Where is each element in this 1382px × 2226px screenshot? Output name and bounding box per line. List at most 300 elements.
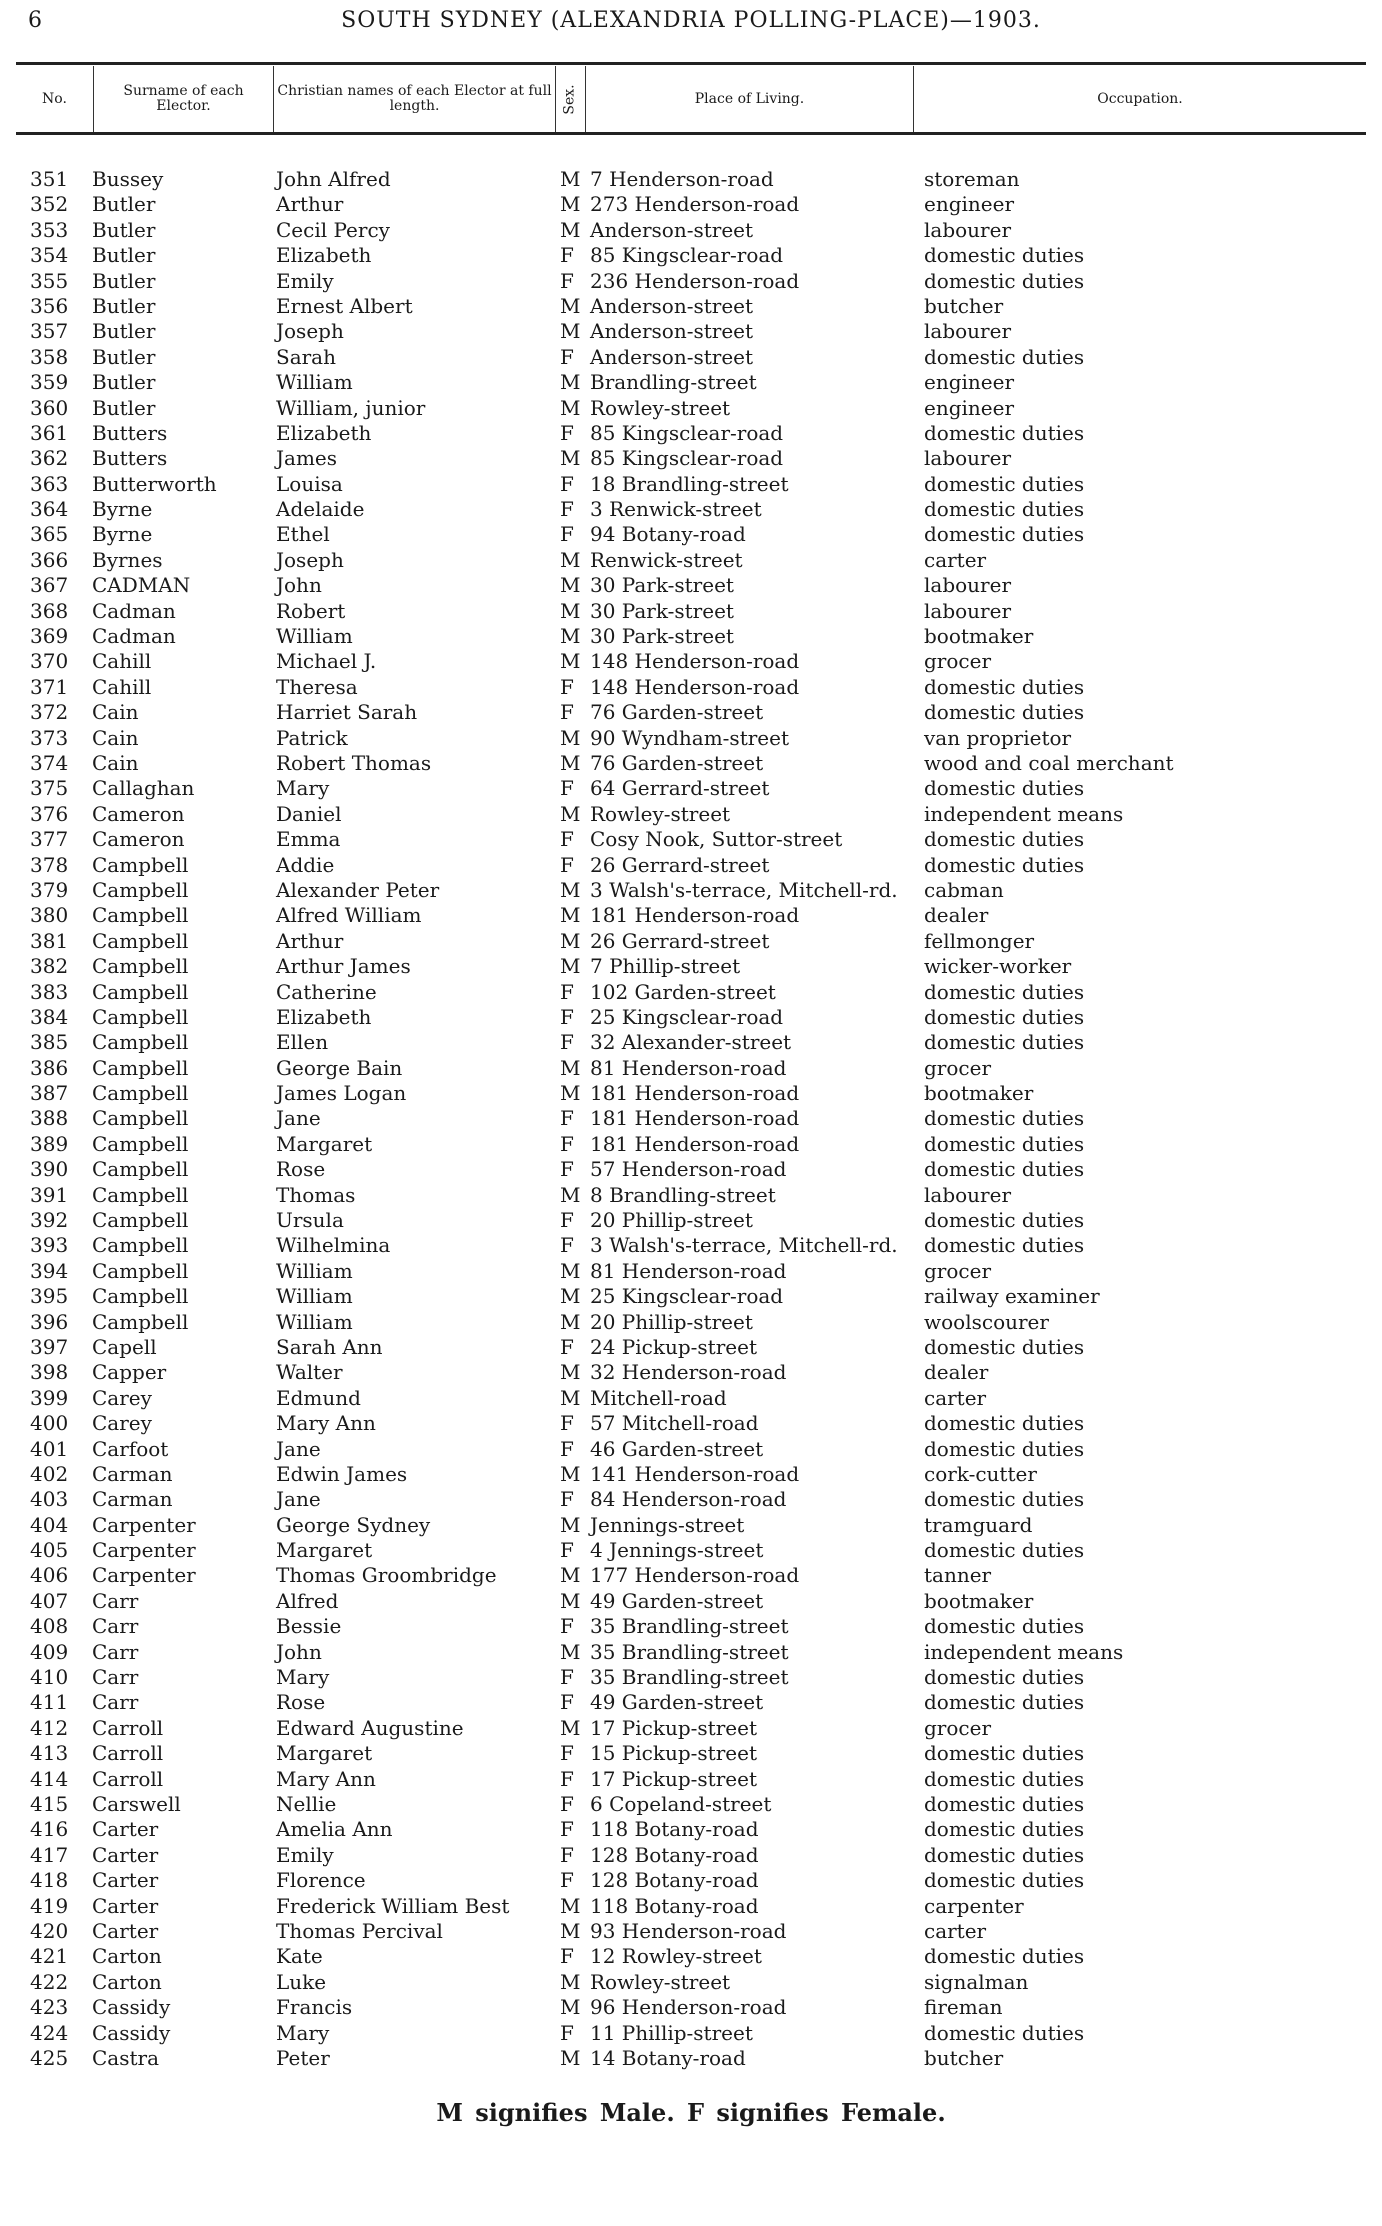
table-row [0, 675, 1382, 700]
elector-christian-names: Jane [276, 1487, 321, 1512]
elector-sex: M [560, 1461, 581, 1486]
elector-place: 118 Botany-road [590, 1893, 759, 1918]
elector-place: 25 Kingsclear-road [590, 1004, 784, 1029]
elector-occupation: domestic duties [924, 1944, 1085, 1969]
elector-christian-names: Kate [276, 1944, 323, 1969]
elector-occupation: wood and coal merchant [924, 750, 1174, 775]
elector-sex: F [560, 1817, 574, 1842]
elector-christian-names: Thomas Percival [276, 1918, 443, 1943]
elector-number: 402 [30, 1461, 69, 1486]
elector-surname: Butler [92, 293, 156, 318]
elector-christian-names: George Bain [276, 1055, 403, 1080]
elector-number: 364 [30, 497, 69, 522]
elector-surname: Campbell [92, 928, 189, 953]
elector-sex: M [560, 319, 581, 344]
elector-occupation: domestic duties [924, 1106, 1085, 1131]
elector-surname: Butler [92, 217, 156, 242]
table-row [0, 2046, 1382, 2071]
elector-sex: M [560, 370, 581, 395]
elector-sex: F [560, 1030, 574, 1055]
elector-surname: Carroll [92, 1741, 164, 1766]
elector-christian-names: Emma [276, 827, 341, 852]
page-title: SOUTH SYDNEY (ALEXANDRIA POLLING-PLACE)—1903. [341, 8, 1041, 33]
elector-christian-names: Rose [276, 1690, 326, 1715]
elector-number: 400 [30, 1411, 69, 1436]
elector-christian-names: Robert [276, 598, 346, 623]
table-row [0, 980, 1382, 1005]
table-row [0, 1513, 1382, 1538]
header-occupation: Occupation. [1097, 90, 1183, 107]
elector-number: 415 [30, 1792, 69, 1816]
elector-surname: Campbell [92, 1182, 189, 1207]
elector-occupation: independent means [924, 1639, 1124, 1664]
elector-place: 57 Henderson-road [590, 1157, 787, 1182]
elector-sex: F [560, 1106, 574, 1131]
elector-sex: F [560, 776, 574, 801]
elector-surname: Carpenter [92, 1538, 196, 1563]
elector-christian-names: Thomas [276, 1182, 356, 1207]
elector-surname: Cain [92, 725, 139, 750]
elector-occupation: grocer [924, 1715, 992, 1740]
elector-place: 85 Kingsclear-road [590, 420, 784, 445]
table-row [0, 294, 1382, 319]
elector-place: Rowley-street [590, 1969, 731, 1994]
elector-occupation: domestic duties [924, 1334, 1085, 1359]
table-row [0, 1132, 1382, 1157]
elector-number: 416 [30, 1817, 69, 1842]
elector-occupation: domestic duties [924, 1233, 1085, 1258]
elector-christian-names: William [276, 1309, 353, 1334]
elector-christian-names: Elizabeth [276, 1004, 372, 1029]
elector-christian-names: Mary [276, 776, 330, 801]
elector-number: 393 [30, 1233, 69, 1258]
table-header [16, 66, 1366, 135]
elector-christian-names: Mary Ann [276, 1766, 376, 1791]
table-row [0, 649, 1382, 674]
elector-surname: Cain [92, 700, 139, 725]
elector-occupation: domestic duties [924, 1842, 1085, 1867]
elector-sex: F [560, 1842, 574, 1867]
elector-number: 425 [30, 2045, 69, 2070]
elector-place: 32 Alexander-street [590, 1030, 792, 1055]
elector-sex: F [560, 1157, 574, 1182]
elector-occupation: bootmaker [924, 624, 1034, 649]
elector-sex: F [560, 1436, 574, 1461]
elector-surname: Carman [92, 1487, 173, 1512]
elector-place: 84 Henderson-road [590, 1487, 787, 1512]
elector-surname: Cahill [92, 649, 152, 674]
elector-surname: Cahill [92, 674, 152, 699]
elector-sex: F [560, 497, 574, 522]
elector-occupation: domestic duties [924, 1665, 1085, 1690]
elector-occupation: domestic duties [924, 1411, 1085, 1436]
elector-place: 96 Henderson-road [590, 1995, 787, 2020]
elector-surname: Butler [92, 243, 156, 268]
elector-sex: F [560, 1208, 574, 1233]
table-row [0, 1208, 1382, 1233]
elector-surname: Butterworth [92, 471, 217, 496]
elector-sex: M [560, 928, 581, 953]
table-row [0, 1665, 1382, 1690]
table-row [0, 522, 1382, 547]
table-row [0, 954, 1382, 979]
elector-place: 11 Phillip-street [590, 2020, 753, 2045]
elector-occupation: grocer [924, 1055, 992, 1080]
elector-christian-names: Elizabeth [276, 420, 372, 445]
elector-sex: F [560, 1944, 574, 1969]
table-row [0, 1919, 1382, 1944]
elector-christian-names: Luke [276, 1969, 327, 1994]
elector-sex: F [560, 1411, 574, 1436]
elector-place: 32 Henderson-road [590, 1360, 787, 1385]
elector-occupation: domestic duties [924, 776, 1085, 801]
elector-place: 24 Pickup-street [590, 1334, 757, 1359]
table-row [0, 1792, 1382, 1817]
elector-place: 30 Park-street [590, 624, 734, 649]
elector-place: 64 Gerrard-street [590, 776, 770, 801]
table-row [0, 319, 1382, 344]
elector-sex: F [560, 471, 574, 496]
elector-number: 418 [30, 1868, 69, 1893]
elector-christian-names: Ernest Albert [276, 293, 413, 318]
elector-sex: M [560, 293, 581, 318]
elector-number: 396 [30, 1309, 69, 1334]
elector-number: 358 [30, 344, 69, 369]
elector-number: 410 [30, 1665, 69, 1690]
elector-surname: Campbell [92, 1106, 189, 1131]
elector-christian-names: William, junior [276, 395, 426, 420]
elector-surname: CADMAN [92, 573, 191, 598]
elector-number: 401 [30, 1436, 69, 1461]
elector-christian-names: William [276, 1258, 353, 1283]
elector-occupation: fireman [924, 1995, 1003, 2020]
elector-surname: Byrne [92, 522, 153, 547]
elector-place: Brandling-street [590, 370, 757, 395]
table-row [0, 624, 1382, 649]
table-row [0, 1005, 1382, 1030]
elector-occupation: domestic duties [924, 1157, 1085, 1182]
elector-place: 14 Botany-road [590, 2045, 746, 2070]
table-row [0, 1690, 1382, 1715]
elector-number: 399 [30, 1385, 69, 1410]
elector-occupation: railway examiner [924, 1284, 1100, 1309]
elector-christian-names: Nellie [276, 1792, 337, 1816]
elector-occupation: domestic duties [924, 852, 1085, 877]
elector-christian-names: Louisa [276, 471, 343, 496]
elector-number: 374 [30, 750, 69, 775]
elector-sex: M [560, 877, 581, 902]
elector-place: 94 Botany-road [590, 522, 746, 547]
elector-sex: M [560, 1081, 581, 1106]
elector-occupation: woolscourer [924, 1309, 1049, 1334]
elector-surname: Carr [92, 1665, 139, 1690]
elector-surname: Carroll [92, 1766, 164, 1791]
elector-occupation: domestic duties [924, 1741, 1085, 1766]
elector-occupation: domestic duties [924, 344, 1085, 369]
elector-surname: Campbell [92, 852, 189, 877]
table-row [0, 192, 1382, 217]
elector-surname: Carter [92, 1817, 159, 1842]
elector-place: 57 Mitchell-road [590, 1411, 759, 1436]
elector-sex: F [560, 1665, 574, 1690]
elector-surname: Capper [92, 1360, 167, 1385]
elector-number: 391 [30, 1182, 69, 1207]
table-row [0, 421, 1382, 446]
elector-sex: M [560, 1893, 581, 1918]
elector-place: 118 Botany-road [590, 1817, 759, 1842]
elector-number: 378 [30, 852, 69, 877]
elector-place: 25 Kingsclear-road [590, 1284, 784, 1309]
elector-surname: Butler [92, 319, 156, 344]
elector-sex: M [560, 1385, 581, 1410]
elector-occupation: grocer [924, 649, 992, 674]
elector-sex: M [560, 1715, 581, 1740]
elector-surname: Campbell [92, 1309, 189, 1334]
elector-place: 236 Henderson-road [590, 268, 800, 293]
elector-number: 351 [30, 167, 69, 191]
elector-sex: M [560, 1360, 581, 1385]
elector-christian-names: James [276, 446, 338, 471]
table-row [0, 1817, 1382, 1842]
elector-occupation: domestic duties [924, 674, 1085, 699]
table-row [0, 1589, 1382, 1614]
elector-surname: Callaghan [92, 776, 195, 801]
elector-surname: Butler [92, 370, 156, 395]
elector-occupation: domestic duties [924, 1436, 1085, 1461]
elector-christian-names: Bessie [276, 1614, 342, 1639]
elector-surname: Campbell [92, 1233, 189, 1258]
elector-christian-names: James Logan [276, 1081, 407, 1106]
table-row [0, 878, 1382, 903]
elector-sex: F [560, 1741, 574, 1766]
elector-place: 12 Rowley-street [590, 1944, 762, 1969]
elector-number: 386 [30, 1055, 69, 1080]
elector-occupation: domestic duties [924, 268, 1085, 293]
elector-sex: M [560, 1588, 581, 1613]
elector-place: 35 Brandling-street [590, 1665, 789, 1690]
table-row [0, 802, 1382, 827]
elector-number: 413 [30, 1741, 69, 1766]
table-row [0, 1233, 1382, 1258]
header-place-of-living: Place of Living. [586, 66, 914, 132]
elector-surname: Cameron [92, 801, 185, 826]
elector-sex: M [560, 1284, 581, 1309]
elector-occupation: domestic duties [924, 979, 1085, 1004]
elector-christian-names: Walter [276, 1360, 343, 1385]
elector-surname: Campbell [92, 1004, 189, 1029]
elector-christian-names: John [276, 573, 322, 598]
table-row [0, 1106, 1382, 1131]
elector-occupation: butcher [924, 2045, 1004, 2070]
elector-surname: Carter [92, 1918, 159, 1943]
elector-place: 26 Gerrard-street [590, 852, 770, 877]
elector-place: 49 Garden-street [590, 1588, 764, 1613]
elector-sex: M [560, 1055, 581, 1080]
elector-sex: F [560, 700, 574, 725]
elector-place: 181 Henderson-road [590, 1106, 800, 1131]
elector-christian-names: Amelia Ann [276, 1817, 393, 1842]
elector-surname: Carpenter [92, 1512, 196, 1537]
elector-surname: Carter [92, 1868, 159, 1893]
table-row [0, 1081, 1382, 1106]
elector-number: 379 [30, 877, 69, 902]
elector-surname: Campbell [92, 1284, 189, 1309]
elector-sex: M [560, 2045, 581, 2070]
elector-surname: Campbell [92, 1131, 189, 1156]
elector-number: 354 [30, 243, 69, 268]
elector-sex: M [560, 801, 581, 826]
elector-place: 7 Henderson-road [590, 167, 774, 191]
elector-sex: M [560, 624, 581, 649]
elector-sex: F [560, 827, 574, 852]
elector-surname: Carfoot [92, 1436, 169, 1461]
elector-occupation: labourer [924, 598, 1012, 623]
elector-number: 369 [30, 624, 69, 649]
elector-surname: Carr [92, 1639, 139, 1664]
elector-occupation: tanner [924, 1563, 992, 1588]
table-row [0, 1411, 1382, 1436]
elector-surname: Butler [92, 192, 156, 217]
elector-number: 424 [30, 2020, 69, 2045]
table-row [0, 472, 1382, 497]
elector-occupation: labourer [924, 319, 1012, 344]
table-row [0, 1767, 1382, 1792]
table-row [0, 853, 1382, 878]
header-no: No. [16, 66, 94, 132]
elector-christian-names: Catherine [276, 979, 377, 1004]
elector-occupation: domestic duties [924, 1208, 1085, 1233]
elector-surname: Byrnes [92, 547, 163, 572]
table-row [0, 218, 1382, 243]
elector-christian-names: Margaret [276, 1741, 373, 1766]
elector-sex: F [560, 344, 574, 369]
elector-occupation: domestic duties [924, 420, 1085, 445]
table-row [0, 2021, 1382, 2046]
table-row [0, 1259, 1382, 1284]
elector-number: 397 [30, 1334, 69, 1359]
elector-sex: M [560, 1639, 581, 1664]
elector-number: 370 [30, 649, 69, 674]
elector-surname: Campbell [92, 1055, 189, 1080]
elector-occupation: engineer [924, 192, 1015, 217]
elector-place: Mitchell-road [590, 1385, 727, 1410]
elector-christian-names: Florence [276, 1868, 366, 1893]
elector-sex: F [560, 674, 574, 699]
elector-occupation: domestic duties [924, 1131, 1085, 1156]
elector-place: 148 Henderson-road [590, 674, 800, 699]
elector-number: 373 [30, 725, 69, 750]
table-row [0, 1386, 1382, 1411]
elector-sex: F [560, 1792, 574, 1816]
table-row [0, 599, 1382, 624]
elector-number: 371 [30, 674, 69, 699]
elector-surname: Carr [92, 1614, 139, 1639]
elector-sex: F [560, 1131, 574, 1156]
elector-number: 414 [30, 1766, 69, 1791]
table-row [0, 1437, 1382, 1462]
elector-number: 361 [30, 420, 69, 445]
table-row [0, 1995, 1382, 2020]
elector-occupation: independent means [924, 801, 1124, 826]
elector-surname: Butler [92, 395, 156, 420]
elector-number: 419 [30, 1893, 69, 1918]
elector-sex: F [560, 420, 574, 445]
table-row [0, 548, 1382, 573]
elector-number: 365 [30, 522, 69, 547]
elector-place: 85 Kingsclear-road [590, 446, 784, 471]
elector-number: 359 [30, 370, 69, 395]
elector-christian-names: Arthur James [276, 954, 411, 979]
elector-place: Jennings-street [590, 1512, 745, 1537]
elector-number: 381 [30, 928, 69, 953]
elector-sex: F [560, 1868, 574, 1893]
elector-christian-names: Cecil Percy [276, 217, 390, 242]
elector-occupation: domestic duties [924, 1766, 1085, 1791]
elector-surname: Butters [92, 446, 168, 471]
elector-place: 35 Brandling-street [590, 1639, 789, 1664]
elector-christian-names: Edmund [276, 1385, 361, 1410]
elector-number: 353 [30, 217, 69, 242]
table-row [0, 1335, 1382, 1360]
elector-occupation: storeman [924, 167, 1020, 191]
elector-number: 363 [30, 471, 69, 496]
elector-number: 412 [30, 1715, 69, 1740]
elector-number: 388 [30, 1106, 69, 1131]
table-row [0, 167, 1382, 192]
elector-number: 392 [30, 1208, 69, 1233]
elector-christian-names: Emily [276, 268, 334, 293]
elector-occupation: carpenter [924, 1893, 1024, 1918]
elector-occupation: engineer [924, 395, 1015, 420]
elector-number: 398 [30, 1360, 69, 1385]
elector-occupation: grocer [924, 1258, 992, 1283]
table-row [0, 1183, 1382, 1208]
elector-sex: F [560, 243, 574, 268]
table-row [0, 1843, 1382, 1868]
elector-occupation: labourer [924, 217, 1012, 242]
elector-place: 30 Park-street [590, 573, 734, 598]
elector-christian-names: Joseph [276, 547, 344, 572]
elector-number: 421 [30, 1944, 69, 1969]
elector-place: 93 Henderson-road [590, 1918, 787, 1943]
elector-number: 360 [30, 395, 69, 420]
elector-christian-names: Harriet Sarah [276, 700, 418, 725]
elector-place: 3 Walsh's-terrace, Mitchell-rd. [590, 1233, 898, 1258]
table-row [0, 1741, 1382, 1766]
elector-number: 395 [30, 1284, 69, 1309]
elector-surname: Carter [92, 1842, 159, 1867]
table-row [0, 1894, 1382, 1919]
elector-surname: Butters [92, 420, 168, 445]
elector-number: 409 [30, 1639, 69, 1664]
elector-christian-names: Elizabeth [276, 243, 372, 268]
elector-number: 387 [30, 1081, 69, 1106]
elector-occupation: domestic duties [924, 1030, 1085, 1055]
elector-place: 128 Botany-road [590, 1868, 759, 1893]
elector-sex: F [560, 852, 574, 877]
elector-place: 8 Brandling-street [590, 1182, 776, 1207]
elector-surname: Cadman [92, 624, 176, 649]
elector-surname: Campbell [92, 1030, 189, 1055]
table-row [0, 1970, 1382, 1995]
elector-sex: M [560, 1918, 581, 1943]
elector-number: 376 [30, 801, 69, 826]
elector-place: 3 Walsh's-terrace, Mitchell-rd. [590, 877, 898, 902]
elector-number: 380 [30, 903, 69, 928]
elector-christian-names: Alfred [276, 1588, 339, 1613]
elector-christian-names: Edwin James [276, 1461, 408, 1486]
elector-occupation: domestic duties [924, 497, 1085, 522]
